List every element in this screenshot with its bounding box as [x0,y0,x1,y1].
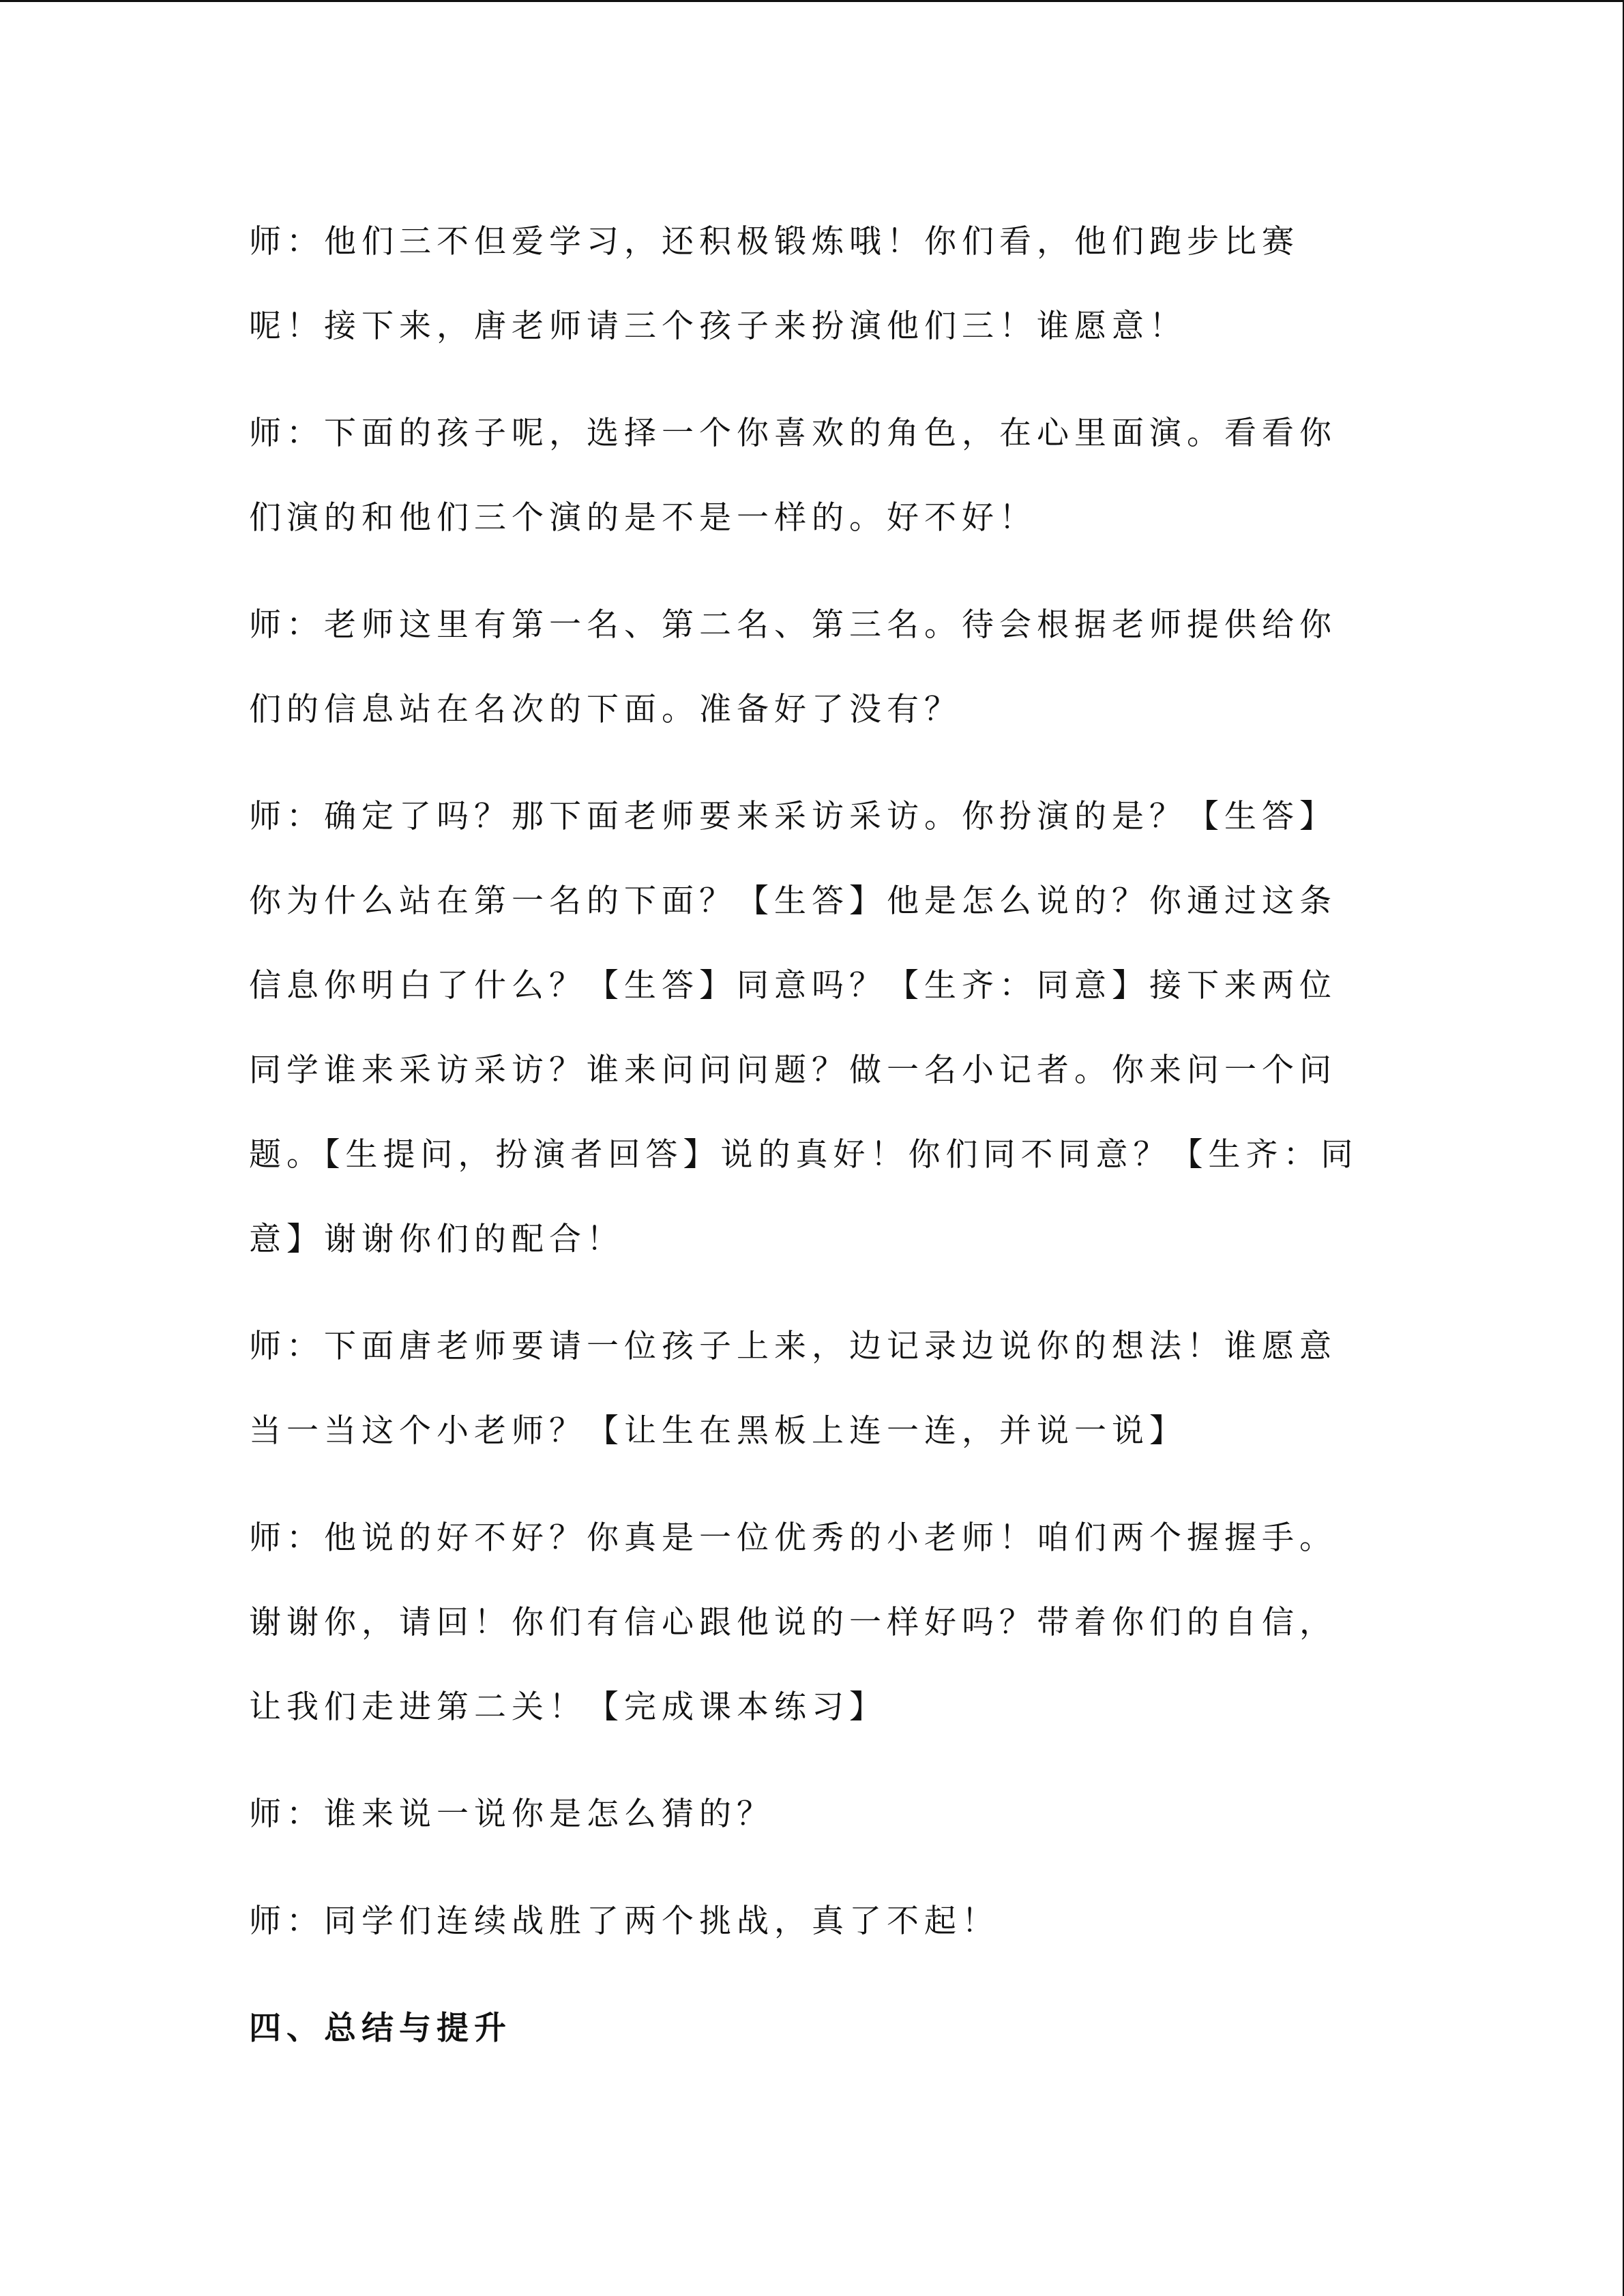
text-line: 师：他们三不但爱学习，还积极锻炼哦！你们看，他们跑步比赛 [249,223,1299,260]
page-content [249,200,1395,2071]
text-line: 谢谢你，请回！你们有信心跟他说的一样好吗？带着你们的自信， [249,1604,1337,1641]
text-line: 让我们走进第二关！【完成课本练习】 [249,1688,887,1726]
text-line: 师：他说的好不好？你真是一位优秀的小老师！咱们两个握握手。 [249,1519,1337,1557]
text-line: 意】谢谢你们的配合！ [249,1221,624,1258]
text-line: 信息你明白了什么？【生答】同意吗？【生齐：同意】接下来两位 [249,967,1337,1004]
paragraph [249,1304,1395,1474]
text-line: 师：下面的孩子呢，选择一个你喜欢的角色，在心里面演。看看你 [249,415,1337,452]
paragraph [249,775,1395,1282]
text-line: 们演的和他们三个演的是不是一样的。好不好！ [249,499,1037,537]
text-line: 师：下面唐老师要请一位孩子上来，边记录边说你的想法！谁愿意 [249,1328,1337,1365]
section-heading: 四、总结与提升 [249,2010,512,2047]
text-line: 你为什么站在第一名的下面？【生答】他是怎么说的？你通过这条 [249,882,1337,920]
paragraph [249,583,1395,752]
paragraph [249,391,1395,561]
text-line: 师：老师这里有第一名、第二名、第三名。待会根据老师提供给你 [249,606,1337,644]
text-line: 题。【生提问，扮演者回答】说的真好！你们同不同意？【生齐：同 [249,1136,1359,1174]
paragraph [249,1496,1395,1750]
paragraph [249,1772,1395,1857]
text-line: 师：同学们连续战胜了两个挑战，真了不起！ [249,1903,999,1940]
text-line: 当一当这个小老师？【让生在黑板上连一连，并说一说】 [249,1412,1187,1450]
text-line: 们的信息站在名次的下面。准备好了没有？ [249,691,962,728]
text-line: 同学谁来采访采访？谁来问问问题？做一名小记者。你来问一个问 [249,1052,1337,1089]
text-line: 师：谁来说一说你是怎么猜的？ [249,1795,774,1833]
text-line: 呢！接下来，唐老师请三个孩子来扮演他们三！谁愿意！ [249,308,1187,345]
text-line: 师：确定了吗？那下面老师要来采访采访。你扮演的是？【生答】 [249,798,1337,835]
paragraph [249,1879,1395,1964]
paragraph [249,200,1395,369]
